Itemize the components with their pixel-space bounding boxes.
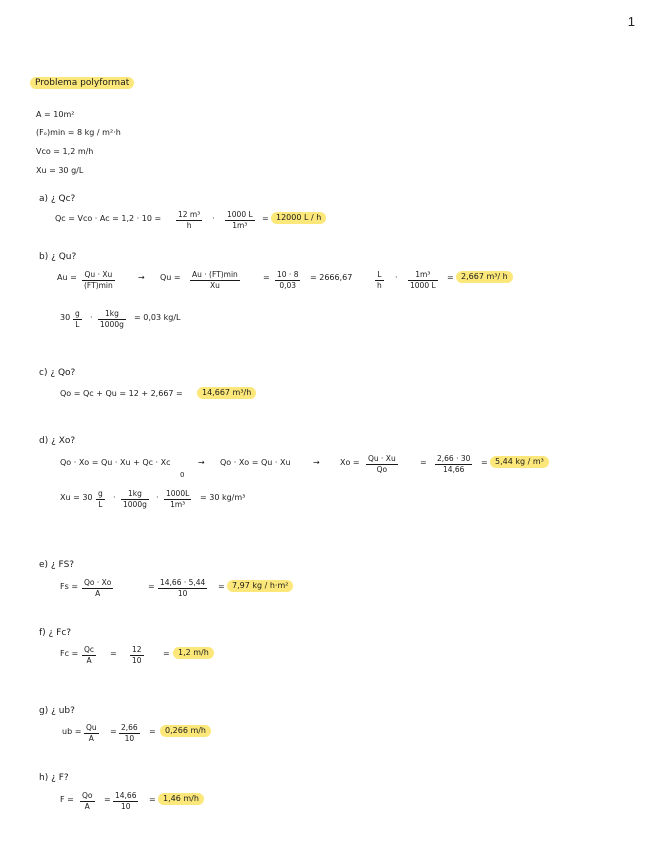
b-fraction-5: $\frac{\text{1m³}}{1000 L}$ [410,270,436,290]
g-fraction-1: $\frac{Qu}{A}$ [86,723,97,743]
b-fraction-1: Qu · Xu (FT)min [84,270,113,290]
f-fraction-1: $\frac{Qc}{A}$ [84,645,95,665]
g-equals: = [110,727,117,736]
c-result: 14,667 m³/h [197,387,256,399]
h-fraction-1: $\frac{Qo}{A}$ [82,791,93,811]
section-a-label: a) ¿ Qc? [39,194,76,204]
page-number: 1 [627,14,635,29]
given-min-flux: (Fₒ)min = 8 kg / m²·h [36,128,121,137]
a-dot: · [212,214,215,223]
d-conv-result: = 30 kg/m³ [200,493,246,502]
problem-title: Problema polyformat [30,77,134,89]
section-b-label: b) ¿ Qu? [39,252,77,262]
b-conv-fraction-2: $\frac{1kg}{1000g}$ [100,309,124,329]
d-xu: Xu = 30 [60,493,93,502]
a-equation: Qc = Vco · Ac = 1,2 · 10 = [55,214,162,223]
b-equals-2: = [447,273,454,282]
f-result: 1,2 m/h [173,647,214,659]
given-area: A = 10m² [36,110,75,119]
g-fraction-2: $\frac{2,66}{10}$ [121,723,138,743]
g-equals-2: = [149,727,156,736]
d-simplified: Qo · Xo = Qu · Xu [220,458,291,467]
b-conv-fraction-1: $\frac{g}{L}$ [75,309,80,329]
f-fc: Fc = [60,649,79,658]
h-fraction-2: $\frac{14,66}{10}$ [115,791,137,811]
e-equals-2: = [218,582,225,591]
a-fraction-1: $\frac{\text{12 m³}}{h}$ [178,210,201,230]
d-xo: Xo = [340,458,360,467]
d-conv-fraction-2: $\frac{1kg}{1000g}$ [123,489,147,509]
d-equals: = [420,458,427,467]
c-equation: Qo = Qc + Qu = 12 + 2,667 = [60,389,183,398]
a-equals: = [262,214,269,223]
f-fraction-2: $\frac{12}{10}$ [132,645,142,665]
h-f: F = [60,795,74,804]
a-result: 12000 L / h [271,212,326,224]
h-equals-2: = [149,795,156,804]
section-e-label: e) ¿ FS? [39,560,75,570]
d-fraction-2: $\frac{2,66 \cdot 30}{14,66}$ [437,454,471,474]
e-fraction-2: $\frac{14,66 \cdot 5,44}{10}$ [160,578,206,598]
d-arrow-1: → [198,458,205,467]
section-d-label: d) ¿ Xo? [39,436,76,446]
d-conv-dot-1: · [113,493,116,502]
d-arrow-2: → [313,458,320,467]
b-fraction-2: Au · (FT)min Xu [192,270,238,290]
b-au: Au = [57,273,77,282]
d-mass-balance: Qo · Xo = Qu · Xu + Qc · Xc [60,458,171,467]
b-value: = 2666,67 [310,273,353,282]
given-velocity: Vco = 1,2 m/h [36,147,94,156]
section-h-label: h) ¿ F? [39,773,69,783]
h-equals: = [104,795,111,804]
b-equals: = [263,273,270,282]
b-fraction-4: $\frac{L}{h}$ [377,270,382,290]
section-f-label: f) ¿ Fc? [39,628,72,638]
b-result: 2,667 m³/ h [456,271,513,283]
d-conv-dot-2: · [156,493,159,502]
g-ub: ub = [62,727,82,736]
a-fraction-2: $\frac{1000 L}{\text{1m³}}$ [227,210,253,230]
e-equals: = [148,582,155,591]
b-dot: · [395,273,398,282]
b-conv-dot: · [90,313,93,322]
e-fraction-1: $\frac{Qo \cdot Xo}{A}$ [84,578,112,598]
section-g-label: g) ¿ ub? [39,706,75,716]
given-concentration: Xu = 30 g/L [36,166,84,175]
d-zero: 0 [180,471,185,479]
d-result: 5,44 kg / m³ [490,456,549,468]
d-conv-fraction-1: $\frac{g}{L}$ [98,489,103,509]
b-fraction-3: $\frac{10 \cdot 8}{0,03}$ [277,270,299,290]
e-fs: Fs = [60,582,79,591]
section-c-label: c) ¿ Qo? [39,368,76,378]
b-qu: Qu = [160,273,181,282]
f-equals-2: = [163,649,170,658]
b-conv-result: = 0,03 kg/L [134,313,181,322]
d-conv-fraction-3: $\frac{1000L}{\text{1m³}}$ [166,489,190,509]
d-fraction-1: $\frac{Qu \cdot Xu}{Qo}$ [368,454,396,474]
b-arrow: → [138,273,145,282]
g-result: 0,266 m/h [160,725,211,737]
b-conv-value: 30 [60,313,71,322]
h-result: 1,46 m/h [158,793,204,805]
e-result: 7,97 kg / h·m² [227,580,293,592]
d-equals-2: = [481,458,488,467]
f-equals: = [110,649,117,658]
